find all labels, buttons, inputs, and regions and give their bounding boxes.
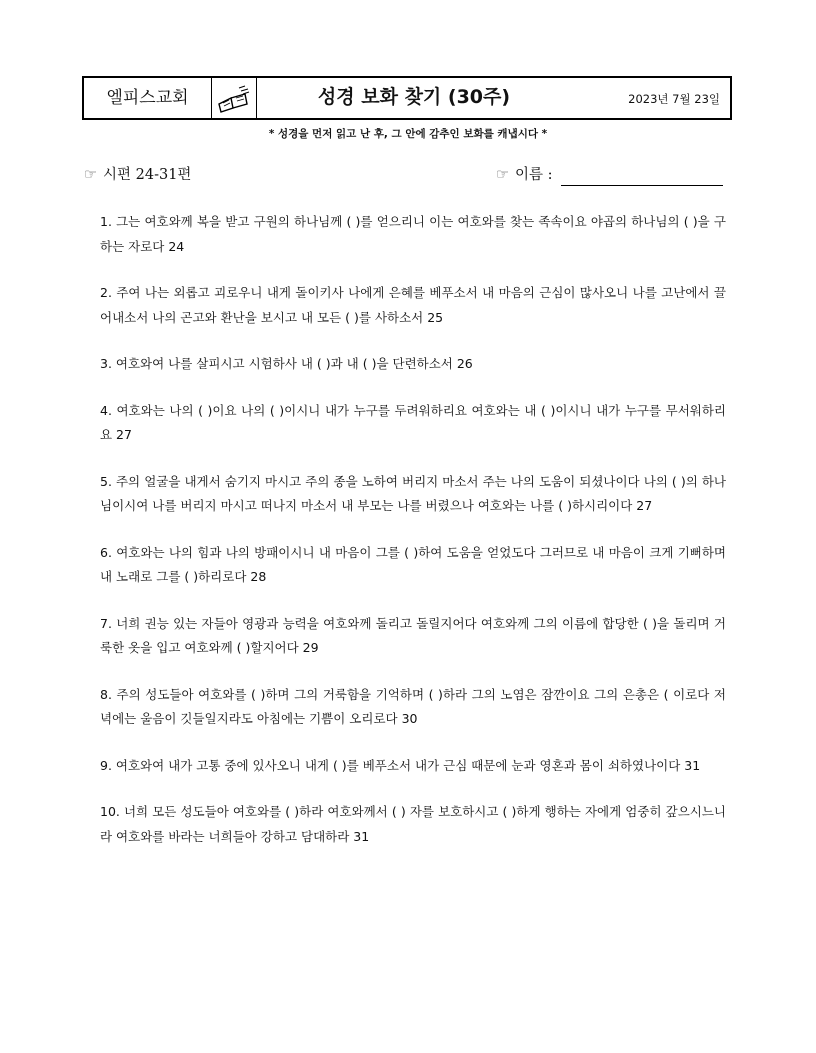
open-book-icon — [215, 84, 251, 114]
header-divider — [256, 78, 257, 118]
header-box — [82, 76, 732, 120]
pointing-hand-icon: ☞ — [84, 167, 97, 183]
page-title: 성경 보화 찾기 (30주) — [317, 86, 511, 108]
question-item: 4. 여호와는 나의 ( )이요 나의 ( )이시니 내가 누구를 두려워하리요 여호와는 내 ( )이시니 내가 누구를 무서워하리요 27 — [100, 402, 726, 442]
question-item: 3. 여호와여 나를 살피시고 시험하사 내 ( )과 내 ( )을 단련하소서 26 — [100, 356, 473, 371]
question-item: 5. 주의 얼굴을 내게서 숨기지 마시고 주의 종을 노하여 버리지 마소서 주는 나의 도움이 되셨나이다 나의 ( )의 하나님이시여 나를 버리지 마시고 떠나지 마소서 내 부모는 나를 버렸으나 여호와는 나를 ( )하시리이다 27 — [100, 473, 726, 513]
question-list — [100, 210, 726, 849]
question-item: 10. 너희 모든 성도들아 여호와를 ( )하라 여호와께서 ( ) 자를 보호하시고 ( )하게 행하는 자에게 엄중히 갚으시느니라 여호와를 바라는 너희들아 강하고 담대하라 31 — [100, 804, 726, 844]
question-item: 7. 너희 권능 있는 자들아 영광과 능력을 여호와께 돌리고 돌릴지어다 여호와께 그의 이름에 합당한 ( )을 돌리며 거룩한 옷을 입고 여호와께 ( )할지어다 29 — [100, 615, 726, 655]
passage-text: 시편 24-31편 — [103, 167, 192, 183]
question-item: 2. 주여 나는 외롭고 괴로우니 내게 돌이키사 나에게 은혜를 베푸소서 내 마음의 근심이 많사오니 나를 고난에서 끌어내소서 나의 곤고와 환난을 보시고 내 모든 ( )를 사하소서 25 — [100, 285, 726, 325]
name-input-line[interactable] — [561, 167, 723, 186]
question-item: 8. 주의 성도들아 여호와를 ( )하며 그의 거룩함을 기억하며 ( )하라 그의 노염은 잠깐이요 그의 은총은 ( 이로다 저녁에는 울음이 깃들일지라도 아침에는 기쁨이 오리로다 30 — [100, 686, 726, 726]
church-name: 엘피스교회 — [84, 78, 212, 118]
question-item: 1. 그는 여호와께 복을 받고 구원의 하나님께 ( )를 얻으리니 이는 여호와를 찾는 족속이요 야곱의 하나님의 ( )을 구하는 자로다 24 — [100, 214, 726, 254]
question-item: 9. 여호와여 내가 고통 중에 있사오니 내게 ( )를 베푸소서 내가 근심 때문에 눈과 영혼과 몸이 쇠하였나이다 31 — [100, 757, 701, 773]
question-item: 6. 여호와는 나의 힘과 나의 방패이시니 내 마음이 그를 ( )하여 도움을 얻었도다 그러므로 내 마음이 크게 기뻐하며 내 노래로 그를 ( )하리로다 28 — [100, 544, 726, 584]
pointing-hand-icon: ☞ — [496, 167, 509, 183]
name-field[interactable] — [496, 164, 723, 186]
passage — [84, 164, 191, 186]
instruction: * 성경을 먼저 읽고 난 후, 그 안에 감추인 보화를 캐냅시다 * — [268, 128, 548, 140]
name-label: 이름 : — [515, 167, 553, 183]
date: 2023년 7월 23일 — [628, 92, 720, 106]
